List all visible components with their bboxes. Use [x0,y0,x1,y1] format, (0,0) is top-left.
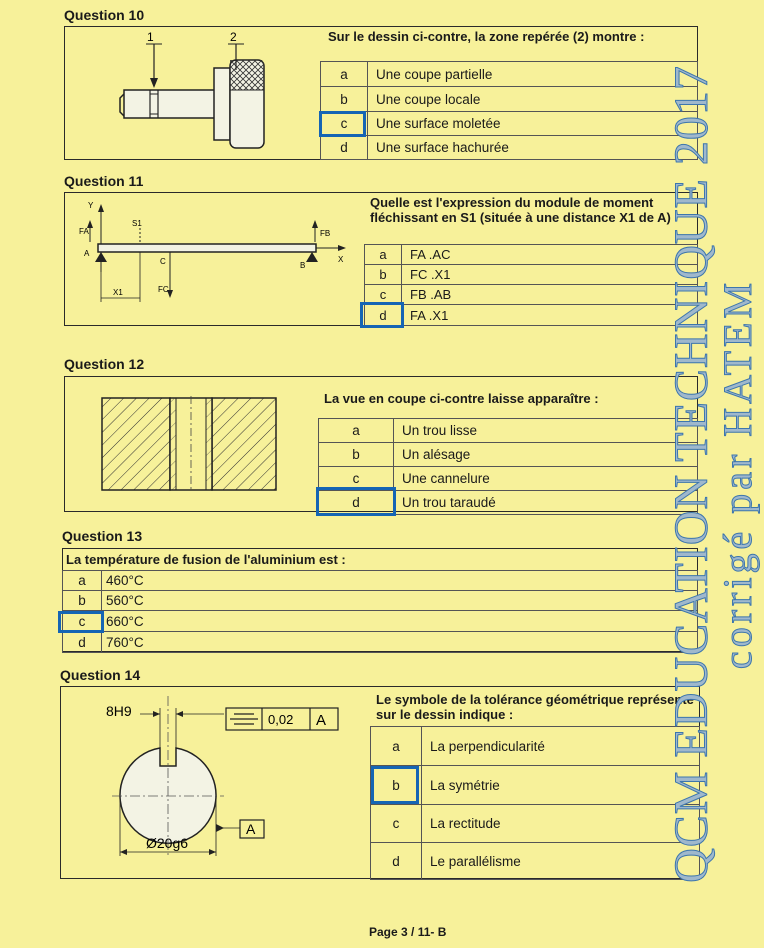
q13-prompt: La température de fusion de l'aluminium est : [66,552,346,567]
option-letter: d [63,632,102,653]
option-row[interactable] [319,419,698,443]
option-text: Une coupe partielle [368,62,698,87]
option-text: FA .AC [402,245,698,265]
option-row[interactable] [63,632,698,653]
q11-figure [68,194,358,324]
option-text: FC .X1 [402,265,698,285]
collar [214,68,230,140]
q10-figure [66,28,316,158]
q14-title: Question 14 [60,667,141,683]
watermark [666,65,758,883]
option-letter: c [63,611,102,632]
option-text: 660°C [102,611,698,632]
tolerance-datum: A [316,712,327,729]
option-letter: c [319,467,394,491]
option-row[interactable] [365,245,698,265]
q14-selected-answer [371,766,419,804]
q10-options [320,61,698,160]
q12-title: Question 12 [64,356,145,372]
option-letter: d [371,843,422,880]
q11-selected-answer [360,302,404,328]
option-text: Un trou taraudé [394,491,698,515]
diameter-label: Ø20g6 [146,835,189,851]
option-letter: a [319,419,394,443]
point-b-label: B [300,261,306,270]
option-text: Une surface moletée [368,112,698,136]
option-letter: b [371,766,422,805]
q11-title: Question 11 [64,173,144,189]
option-text: La symétrie [422,766,700,805]
option-row[interactable] [63,591,698,611]
axis-y-label: Y [88,201,94,210]
option-row[interactable] [321,136,698,160]
q14-figure [64,688,364,878]
option-text: FB .AB [402,285,698,305]
option-letter: c [321,112,368,136]
watermark-line-2: corrigé par HATEM [715,278,760,670]
option-row[interactable] [321,112,698,136]
q11-options [364,244,698,326]
option-row[interactable] [365,305,698,326]
page-number: Page 3 / 11- B [369,925,447,939]
option-row[interactable] [371,766,700,805]
option-text: 760°C [102,632,698,653]
option-letter: a [321,62,368,87]
symmetry-icon [230,714,258,724]
q12-prompt: La vue en coupe ci-contre laisse apparaître : [324,391,599,406]
support-a [95,252,107,262]
q10-prompt: Sur le dessin ci-contre, la zone repérée (2) montre : [328,29,645,44]
axis-x-label: X [338,255,344,264]
option-letter: a [371,727,422,766]
option-letter: b [63,591,102,611]
option-text: La perpendicularité [422,727,700,766]
option-letter: b [321,87,368,112]
option-row[interactable] [321,87,698,112]
force-a-label: FA [79,227,89,236]
keyway-dim-label: 8H9 [106,703,132,719]
tolerance-value: 0,02 [268,712,294,727]
option-text: La rectitude [422,805,700,843]
option-row[interactable] [365,285,698,305]
force-b-label: FB [320,229,331,238]
q13-selected-answer [58,611,104,633]
dim-x1-label: X1 [113,288,123,297]
option-letter: b [319,443,394,467]
option-row[interactable] [63,611,698,632]
support-b [306,252,318,262]
option-row[interactable] [371,805,700,843]
option-text: Un alésage [394,443,698,467]
option-text: Le parallélisme [422,843,700,880]
option-row[interactable] [319,443,698,467]
option-row[interactable] [371,727,700,766]
q14-options [370,726,700,880]
shaft-outline [124,90,216,118]
option-text: Une cannelure [394,467,698,491]
option-text: Une coupe locale [368,87,698,112]
option-letter: c [365,285,402,305]
label-2: 2 [230,30,237,44]
option-text: FA .X1 [402,305,698,326]
option-row[interactable] [321,62,698,87]
option-row[interactable] [63,571,698,591]
q14-prompt: Le symbole de la tolérance géométrique représenté sur le dessin indique : [376,692,694,722]
section-s1-label: S1 [132,219,142,228]
q12-figure [100,396,280,496]
option-letter: c [371,805,422,843]
option-text: 560°C [102,591,698,611]
option-letter: d [365,305,402,326]
option-row[interactable] [371,843,700,880]
option-text: 460°C [102,571,698,591]
q10-selected-answer [319,111,366,137]
q12-selected-answer [316,487,396,516]
watermark-line-1: QCM EDUCATION TECHNIQUE 2017 [665,65,718,883]
q11-prompt: Quelle est l'expression du module de moment fléchissant en S1 (située à une distance X1 de A) [370,195,671,225]
option-text: Un trou lisse [394,419,698,443]
option-letter: d [319,491,394,515]
option-text: Une surface hachurée [368,136,698,160]
option-letter: d [321,136,368,160]
q13-title: Question 13 [62,528,143,544]
beam [98,244,316,252]
q13-options [62,570,698,653]
option-letter: b [365,265,402,285]
label-1: 1 [147,30,154,44]
option-row[interactable] [365,265,698,285]
option-letter: a [365,245,402,265]
datum-ref-label: A [246,821,256,837]
force-c-label: FC [158,285,169,294]
q10-title: Question 10 [64,7,145,23]
point-c-label: C [160,257,166,266]
point-a-label: A [84,249,90,258]
option-letter: a [63,571,102,591]
